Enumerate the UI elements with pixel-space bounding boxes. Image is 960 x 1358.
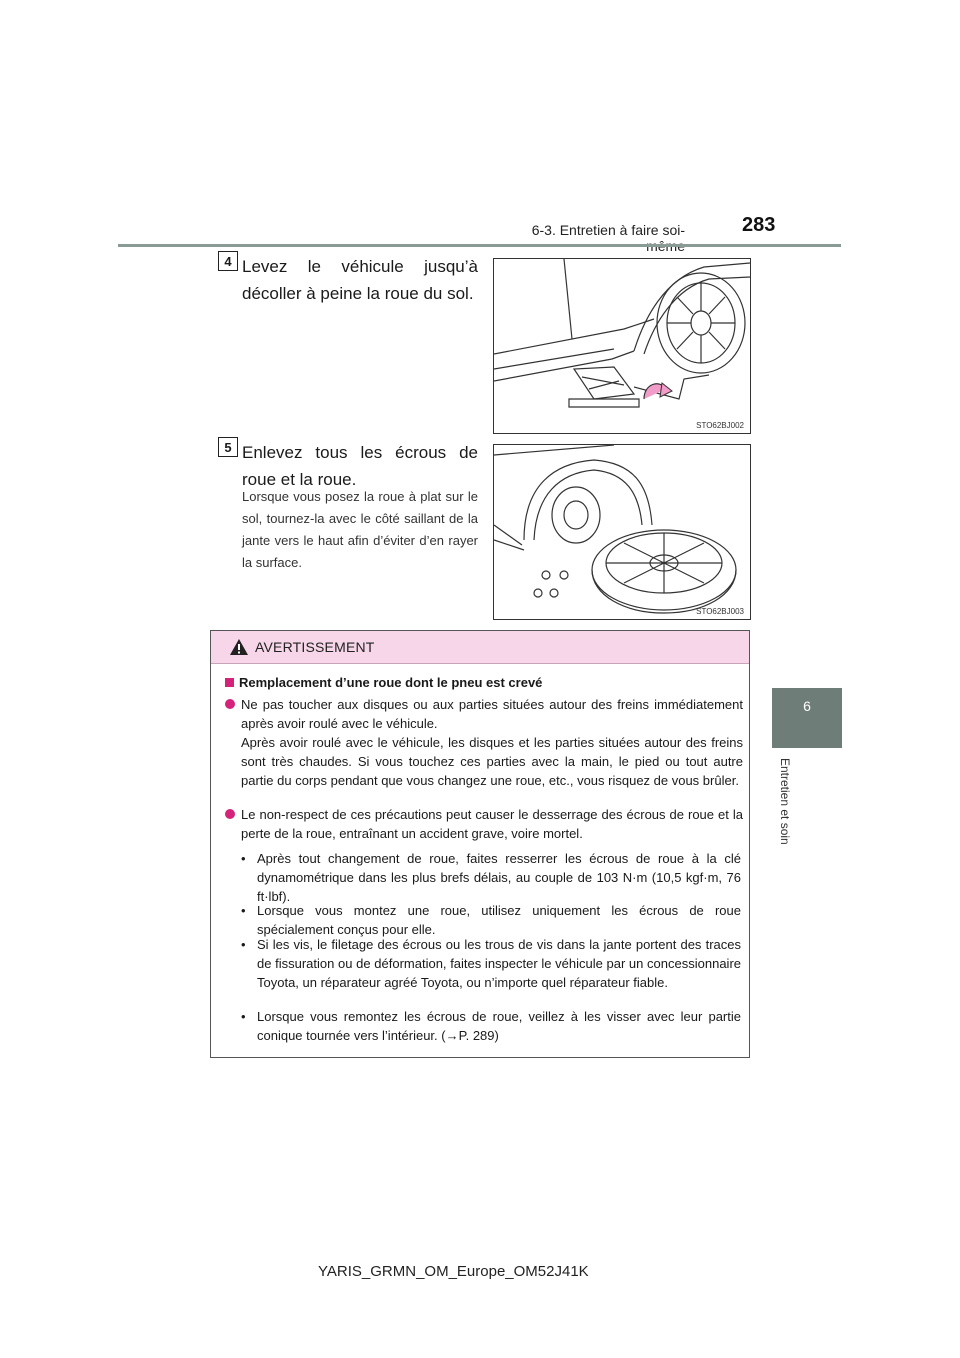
warning-header <box>211 631 749 664</box>
warning-section-title-text: Remplacement d’une roue dont le pneu est crevé <box>239 675 543 690</box>
warning-sub-text: Lorsque vous remontez les écrous de roue, veillez à les visser avec leur partie conique tournée vers l’intérieur. (→P. 289) <box>257 1009 741 1043</box>
step-4-text: Levez le véhicule jusqu’à décoller à peine la roue du sol. <box>242 257 478 303</box>
warning-box <box>210 630 750 1058</box>
bullet-dot-icon <box>225 809 235 819</box>
document-code: YARIS_GRMN_OM_Europe_OM52J41K <box>318 1263 589 1280</box>
jack-illustration <box>494 259 750 433</box>
bullet-dot-icon <box>225 699 235 709</box>
step-5-text: Enlevez tous les écrous de roue et la roue. <box>242 443 478 489</box>
sub-bullet-marker: • <box>241 1009 246 1024</box>
warning-sub-item <box>241 935 741 992</box>
page-number: 283 <box>742 214 776 236</box>
warning-sub-item <box>241 901 741 939</box>
figure-label: STO62BJ002 <box>696 421 744 430</box>
step-number-5: 5 <box>218 437 238 457</box>
square-bullet-icon <box>225 678 234 687</box>
step-5-note: Lorsque vous posez la roue à plat sur le sol, tournez-la avec le côté saillant de la jante vers le haut afin d’éviter d’en rayer la surface. <box>242 489 478 570</box>
warning-icon <box>229 638 249 656</box>
warning-sub-item <box>241 1007 741 1045</box>
sub-bullet-marker: • <box>241 851 246 866</box>
warning-sub-text: Après tout changement de roue, faites resserrer les écrous de roue à la clé dynamométrique dans les plus brefs délais, au couple de 103 N·m (10,5 kgf·m, 76 ft·lbf). <box>257 851 741 904</box>
warning-sub-text: Si les vis, le filetage des écrous ou les trous de vis dans la jante portent des traces de fissuration ou de déformation, faites inspecter le véhicule par un concessionnaire Toyota, un réparateur agréé Toyota, ou n’importe quel réparateur fiable. <box>257 937 741 990</box>
warning-title: AVERTISSEMENT <box>255 639 375 655</box>
warning-bullet-text: Le non-respect de ces précautions peut causer le desserrage des écrous de roue et la perte de la roue, entraînant un accident grave, voire mortel. <box>241 807 743 841</box>
header-rule <box>118 244 841 247</box>
figure-label: STO62BJ003 <box>696 607 744 616</box>
chapter-title <box>752 758 832 868</box>
warning-sub-item <box>241 849 741 906</box>
figure-jack-lifting <box>493 258 751 434</box>
warning-bullet-1 <box>225 695 743 790</box>
chapter-title-text: Entretien et soin <box>778 758 792 845</box>
chapter-number: 6 <box>803 698 811 714</box>
sub-bullet-marker: • <box>241 937 246 952</box>
warning-section-title <box>225 675 542 690</box>
figure-wheel-removed <box>493 444 751 620</box>
section-title: 6-3. Entretien à faire soi- <box>531 222 685 238</box>
chapter-tab <box>772 688 842 748</box>
step-number-4: 4 <box>218 251 238 271</box>
warning-bullet-text: Ne pas toucher aux disques ou aux parties situées autour des freins immédiatement après avoir roulé avec le véhicule. Après avoir roulé avec le véhicule, les disques et les parties situées autour des freins sont très chaudes. Si vous touchez ces parties avec la main, le pied ou tout autre partie du corps pendant que vous changez une roue, etc., vous risquez de vous brûler. <box>241 697 743 788</box>
wheel-illustration <box>494 445 750 619</box>
warning-sub-text: Lorsque vous montez une roue, utilisez uniquement les écrous de roue spécialement conçus pour elle. <box>257 903 741 937</box>
sub-bullet-marker: • <box>241 903 246 918</box>
warning-bullet-2 <box>225 805 743 843</box>
